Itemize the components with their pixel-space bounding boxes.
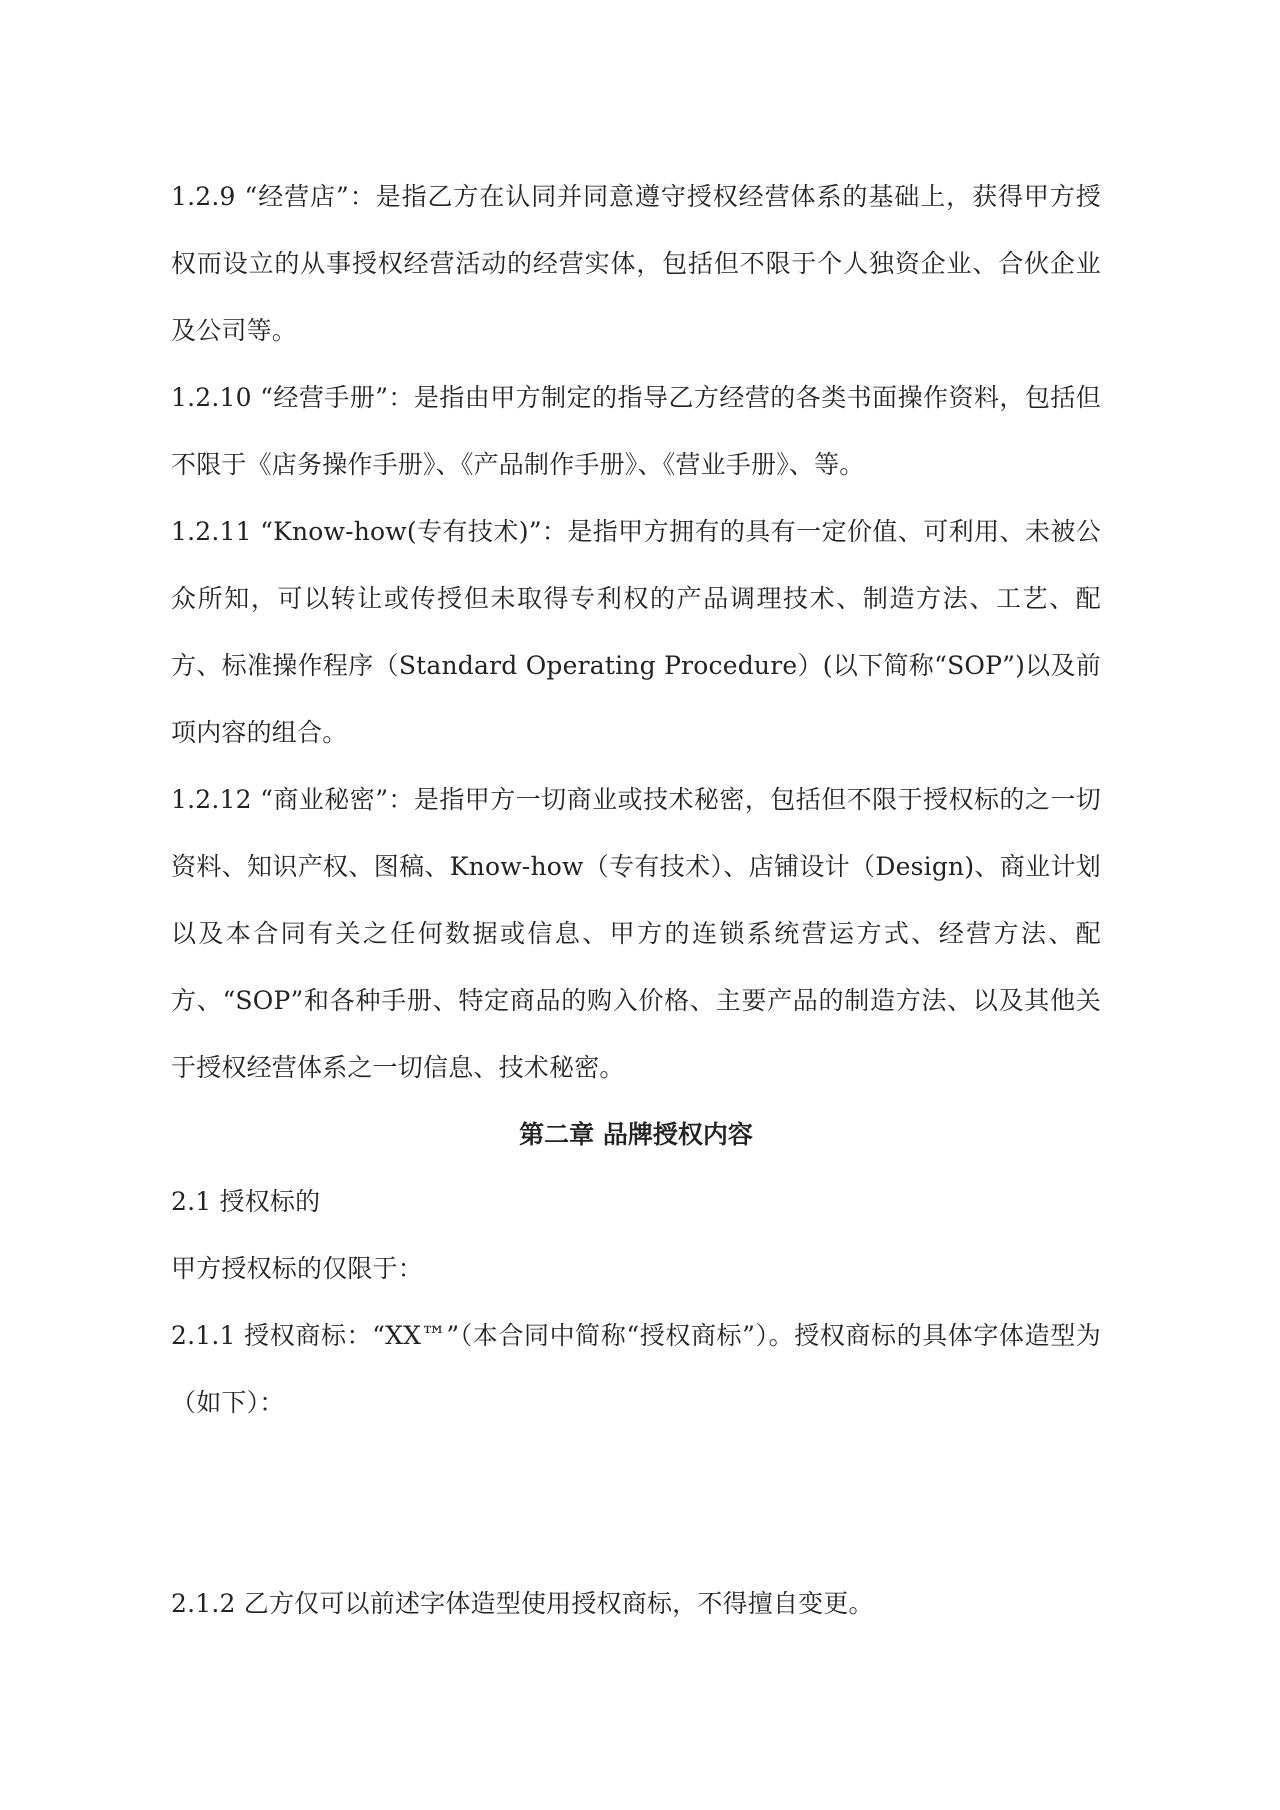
clause-2-1: 2.1 授权标的 (171, 1187, 321, 1216)
trademark-placeholder-space (171, 1436, 1101, 1570)
clause-2-1-1: 2.1.1 授权商标：“XX™”（本合同中简称“授权商标”）。授权商标的具体字体造型为（如下）： (171, 1321, 1101, 1417)
clause-1-2-11: 1.2.11 “Know-how(专有技术)”：是指甲方拥有的具有一定价值、可利用、未被公众所知，可以转让或传授但未取得专利权的产品调理技术、制造方法、工艺、配方、标准操作程序（Standard Operating Procedure）(以下简称“SOP”)以及前项内容的组合。 (171, 517, 1101, 747)
clause-2-1-2: 2.1.2 乙方仅可以前述字体造型使用授权商标，不得擅自变更。 (171, 1589, 874, 1618)
chapter-title: 第二章 品牌授权内容 (519, 1120, 753, 1149)
clause-1-2-9: 1.2.9 “经营店”：是指乙方在认同并同意遵守授权经营体系的基础上，获得甲方授权而设立的从事授权经营活动的经营实体，包括但不限于个人独资企业、合伙企业及公司等。 (171, 182, 1101, 345)
clause-2-1-intro: 甲方授权标的仅限于： (171, 1254, 424, 1283)
clause-1-2-12: 1.2.12 “商业秘密”：是指甲方一切商业或技术秘密，包括但不限于授权标的之一切资料、知识产权、图稿、Know-how（专有技术）、店铺设计（Design)、商业计划以及本合同有关之任何数据或信息、甲方的连锁系统营运方式、经营方法、配方、“SOP”和各种手册、特定商品的购入价格、主要产品的制造方法、以及其他关于授权经营体系之一切信息、技术秘密。 (171, 785, 1101, 1082)
document-page (171, 163, 1101, 1637)
clause-1-2-10: 1.2.10 “经营手册”：是指由甲方制定的指导乙方经营的各类书面操作资料，包括但不限于《店务操作手册》、《产品制作手册》、《营业手册》、等。 (171, 383, 1101, 479)
